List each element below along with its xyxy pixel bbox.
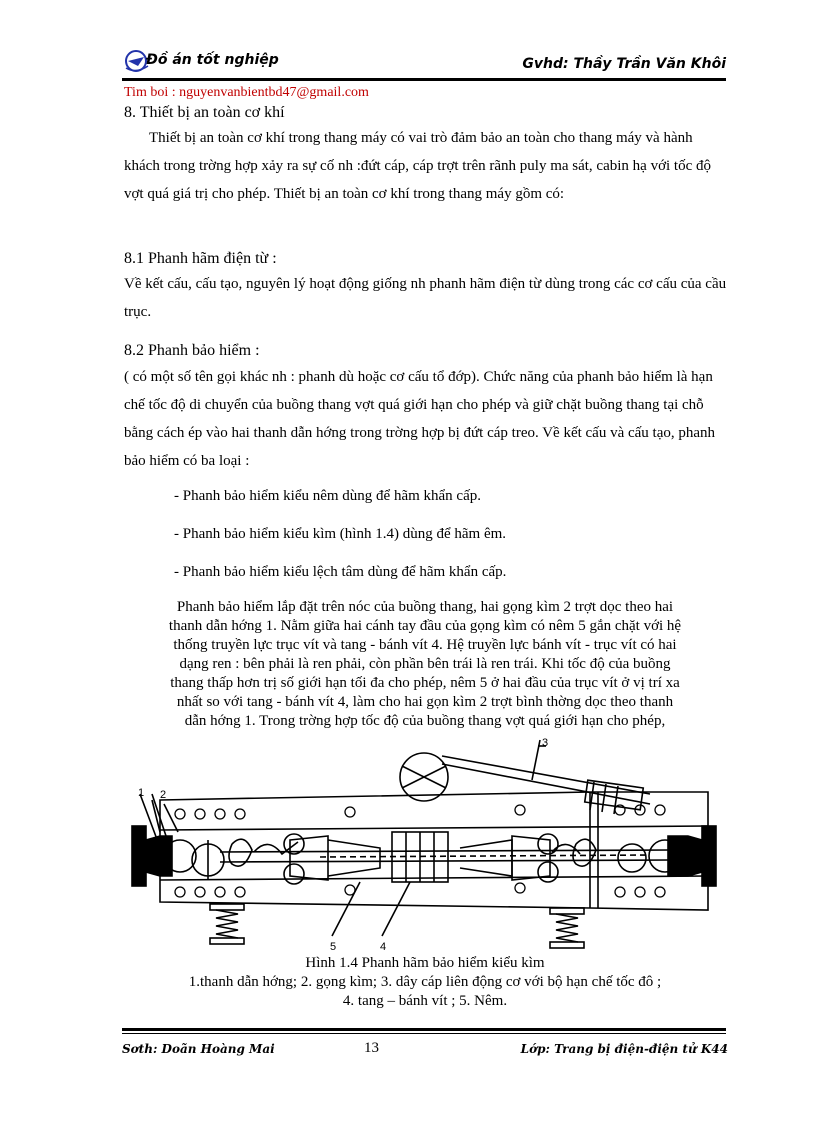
page-number: 13 — [364, 1040, 379, 1056]
description-line: nhất so với tang - bánh vít 4, làm cho hai gọn kìm 2 trợt bình thờng dọc theo thanh — [176, 694, 674, 710]
email-line: Tim boi : nguyenvanbientbd47@gmail.com — [124, 85, 369, 100]
description-line: thanh dẫn hớng 1. Nằm giữa hai cánh tay đầu của gọng kìm có nêm 5 gắn chặt với hệ — [168, 618, 682, 634]
header-title: Đồ án tốt nghiệp — [146, 52, 279, 68]
description-paragraph — [120, 598, 730, 731]
safety-gear-figure — [120, 732, 726, 958]
section-intro: Thiết bị an toàn cơ khí trong thang máy có vai trò đảm bảo an toàn cho thang máy và hành khách trong trờng hợp xảy ra sự cố nh :đứt cáp, cáp trợt trên rãnh puly ma sát, cabin hạ với tốc độ vợt quá giá trị cho phép. Thiết bị an toàn cơ khí trong thang máy gồm có: — [124, 130, 711, 202]
description-line: dạng ren : bên phải là ren phải, còn phần bên trái là ren trái. Khi tốc độ của buồng — [179, 656, 671, 672]
footer-rule-thin — [122, 1033, 726, 1034]
description-line: Phanh bảo hiểm lắp đặt trên nóc của buồng thang, hai gọng kìm 2 trợt dọc theo hai — [176, 599, 674, 615]
description-line: thống truyền lực trục vít và tang - bánh vít 4. Hệ truyền lực bánh vít - trục vít có hai — [173, 637, 677, 653]
footer-rule — [122, 1028, 726, 1031]
section-title: 8. Thiết bị an toàn cơ khí — [124, 104, 285, 121]
figure-caption — [120, 954, 730, 1011]
header-advisor: Gvhd: Thầy Trần Văn Khôi — [522, 56, 726, 72]
footer-author: Sơth: Doãn Hoàng Mai — [122, 1042, 275, 1056]
figure-legend-line: 4. tang – bánh vít ; 5. Nêm. — [342, 993, 508, 1009]
figure-label: 1 — [138, 787, 145, 799]
figure-label: 4 — [380, 941, 387, 953]
figure-label: 3 — [542, 737, 549, 749]
bullet-item: - Phanh bảo hiểm kiểu lệch tâm dùng để hãm khẩn cấp. — [174, 564, 507, 580]
figure-legend-line: 1.thanh dẫn hớng; 2. gọng kìm; 3. dây cáp liên động cơ với bộ hạn chế tốc đô ; — [188, 974, 662, 990]
sub2-title: 8.2 Phanh bảo hiểm : — [124, 342, 260, 359]
bullet-item: - Phanh bảo hiểm kiểu nêm dùng để hãm khẩn cấp. — [174, 488, 482, 504]
figure-label: 2 — [160, 789, 167, 801]
description-line: dẫn hớng 1. Trong trờng hợp tốc độ của buồng thang vợt quá giới hạn cho phép, — [184, 713, 666, 729]
figure-label: 5 — [330, 941, 337, 953]
header-rule — [122, 78, 726, 81]
sub1-title: 8.1 Phanh hãm điện từ : — [124, 250, 277, 267]
sub2-text: ( có một số tên gọi khác nh : phanh dù hoặc cơ cấu tổ đớp). Chức năng của phanh bảo hiểm là hạn chế tốc độ di chuyển của buồng thang vợt quá giới hạn cho phép và giữ chặt buồng thang tại chỗ bằng cách ép vào hai thanh dẫn hớng trong trờng hợp bị đứt cáp treo. Về kết cấu và cấu tạo, phanh bảo hiểm có ba loại : — [124, 369, 716, 469]
description-line: thang thấp hơn trị số giới hạn tối đa cho phép, nêm 5 ở hai đầu của trục vít ở vị trí xa — [170, 675, 680, 691]
footer-class: Lớp: Trang bị điện-điện tử K44 — [520, 1042, 728, 1056]
bullet-item: - Phanh bảo hiểm kiểu kìm (hình 1.4) dùng để hãm êm. — [174, 526, 507, 542]
figure-title: Hình 1.4 Phanh hãm bảo hiểm kiểu kìm — [305, 955, 545, 971]
sub1-text: Về kết cấu, cấu tạo, nguyên lý hoạt động giống nh phanh hãm điện từ dùng trong các cơ cấu của cầu trục. — [124, 276, 727, 320]
